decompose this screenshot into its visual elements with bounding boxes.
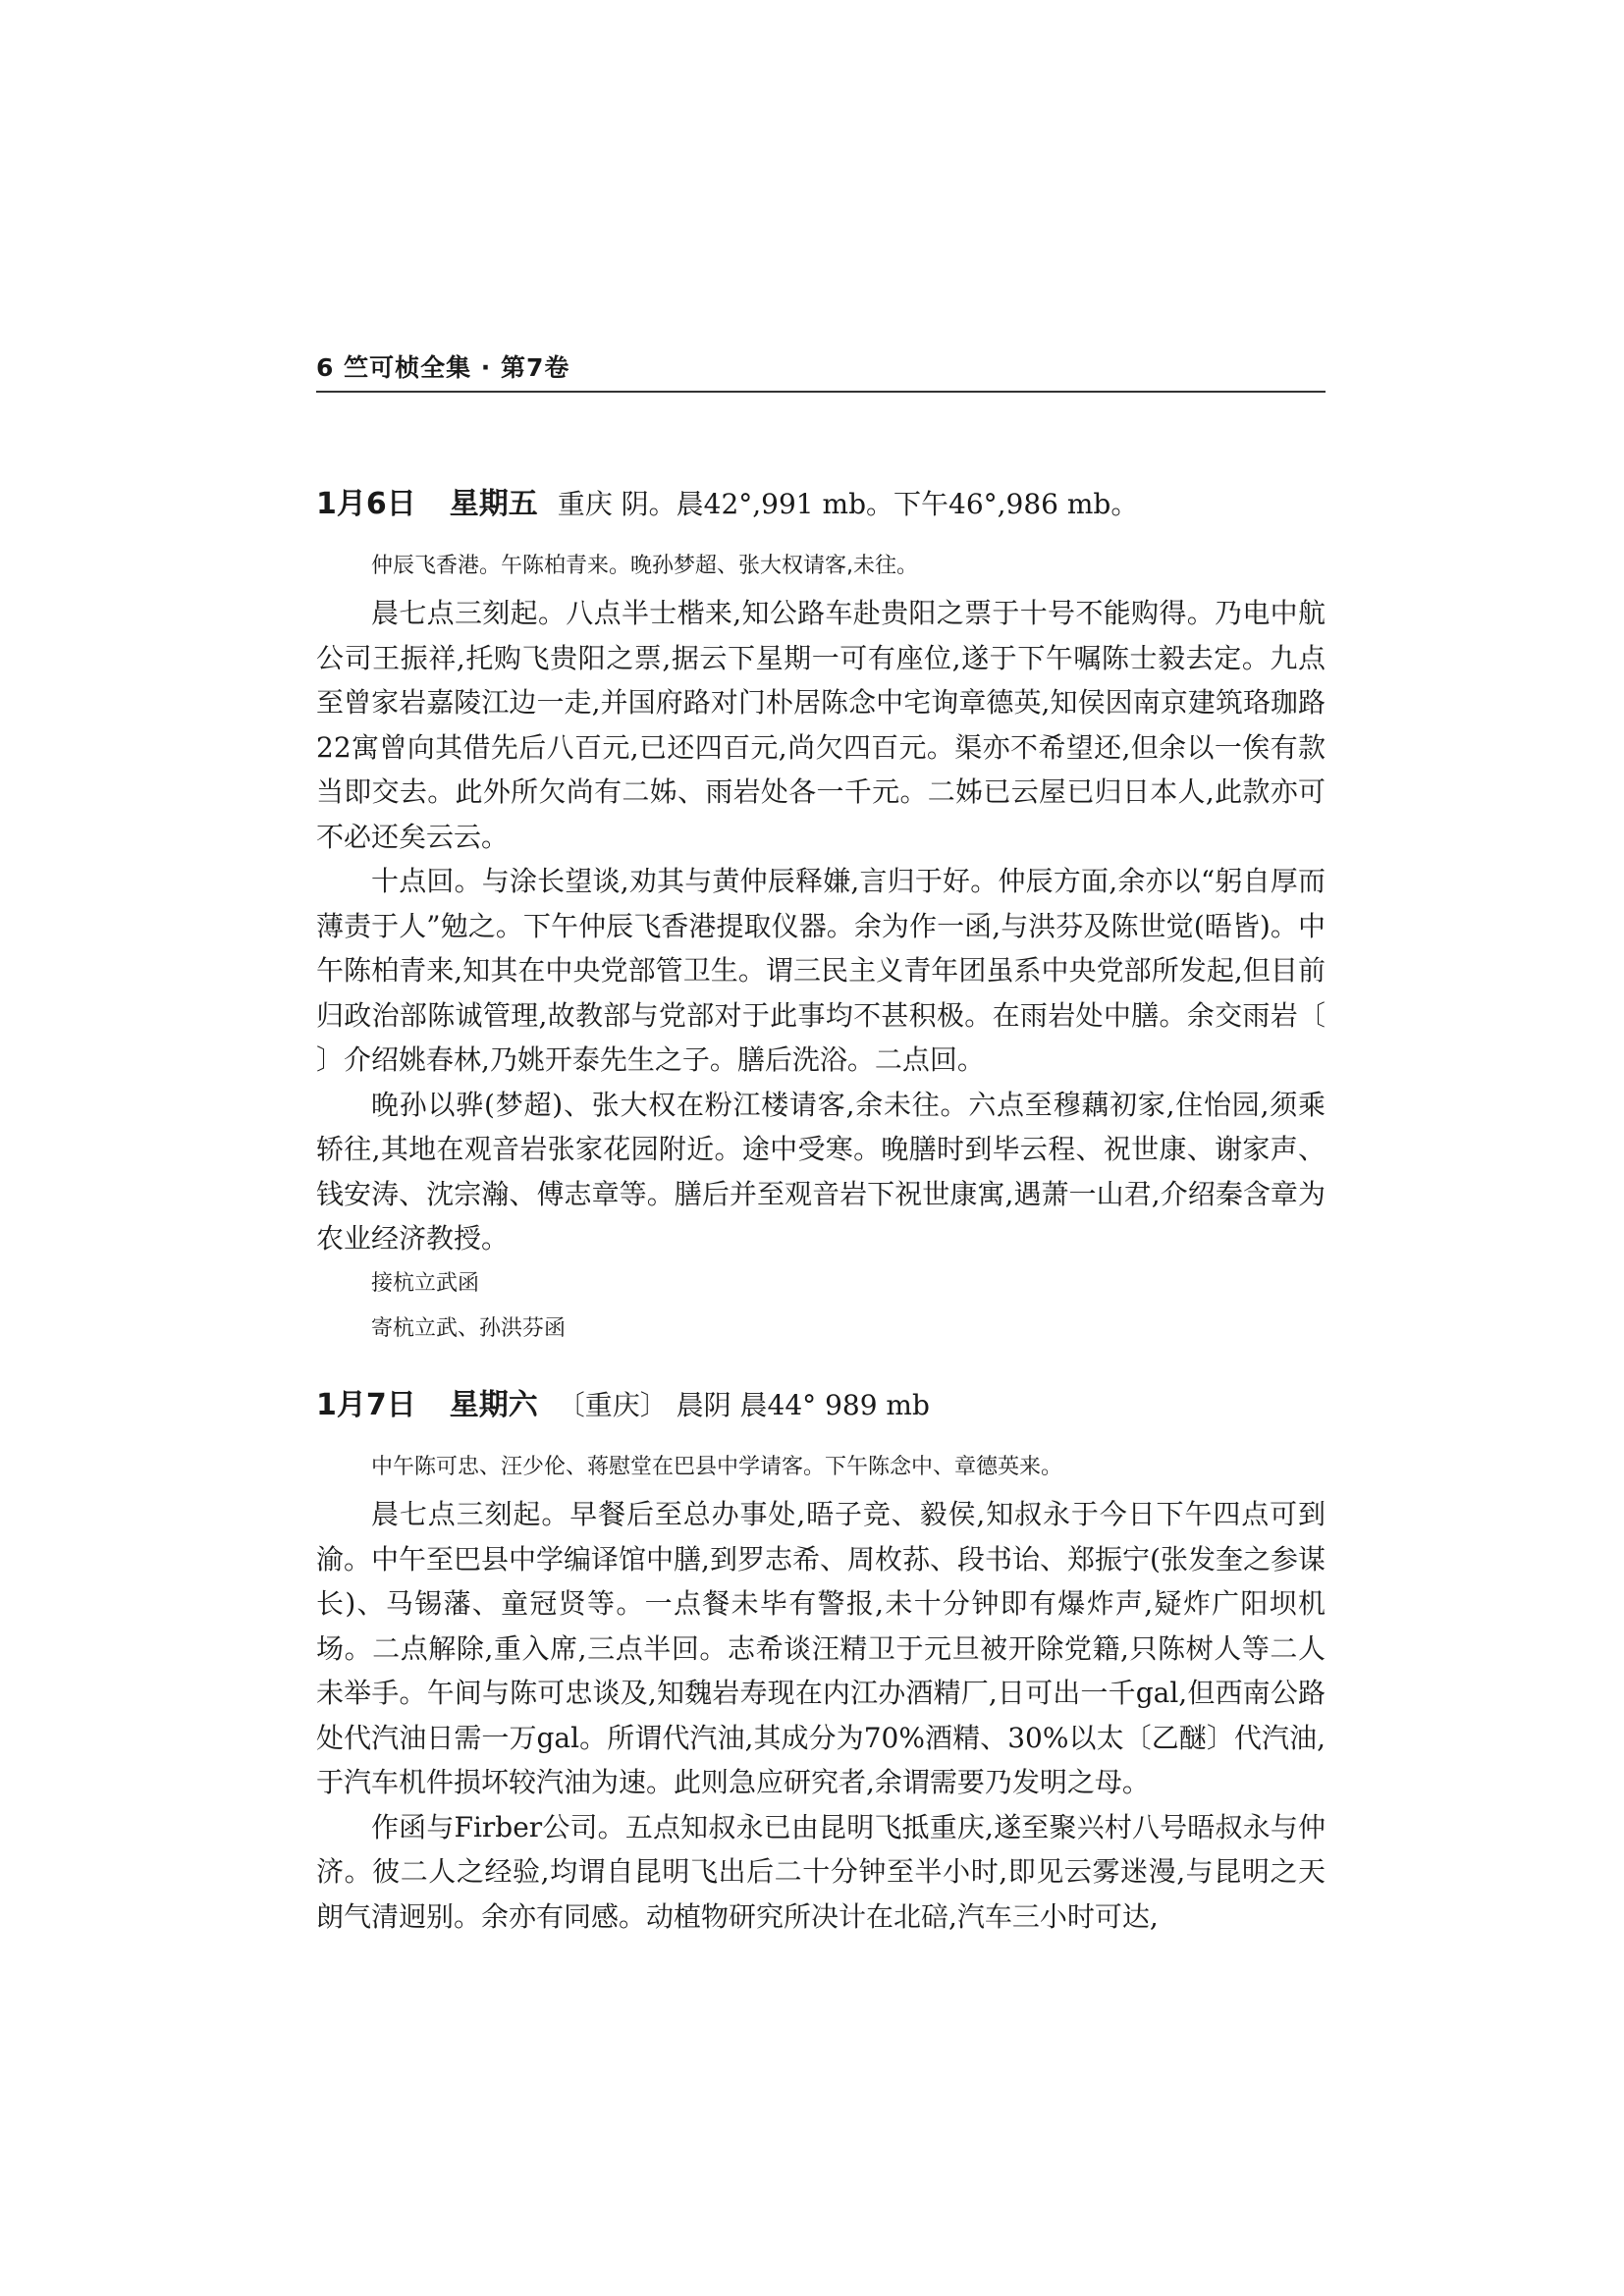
book-page [316, 0, 1326, 2296]
mail-sent: 寄杭立武、孙洪芬函 [371, 1315, 567, 1341]
entry-weekday: 星期五 [449, 487, 538, 521]
entry-weather: 重庆 阴。晨42°,991 mb。下午46°,986 mb。 [557, 488, 1139, 520]
entry-heading [316, 485, 1326, 524]
mail-received: 接杭立武函 [371, 1270, 480, 1296]
entry-weather: 〔重庆〕 晨阴 晨44° 989 mb [557, 1389, 930, 1421]
entry-paragraph: 作函与Firber公司。五点知叔永已由昆明飞抵重庆,遂至聚兴村八号晤叔永与仲济。彼二人之经验,均谓自昆明飞出后二十分钟至半小时,即见云雾迷漫,与昆明之天朗气清迥别。余亦有同感。动植物研究所决计在北碚,汽车三小时可达, [316, 1810, 1326, 1933]
entry-paragraph: 晨七点三刻起。早餐后至总办事处,晤子竞、毅侯,知叔永于今日下午四点可到渝。中午至巴县中学编译馆中膳,到罗志希、周枚荪、段书诒、郑振宁(张发奎之参谋长)、马锡藩、童冠贤等。一点餐未毕有警报,未十分钟即有爆炸声,疑炸广阳坝机场。二点解除,重入席,三点半回。志希谈汪精卫于元旦被开除党籍,只陈树人等二人未举手。午间与陈可忠谈及,知魏岩寿现在内江办酒精厂,日可出一千gal,但西南公路处代汽油日需一万gal。所谓代汽油,其成分为70%酒精、30%以太〔乙醚〕代汽油,于汽车机件损坏较汽油为速。此则急应研究者,余谓需要乃发明之母。 [316, 1498, 1326, 1798]
entry-heading [316, 1386, 1326, 1425]
entry-summary: 中午陈可忠、汪少伦、蒋慰堂在巴县中学请客。下午陈念中、章德英来。 [371, 1455, 1063, 1479]
running-head: 6 竺可桢全集 · 第7卷 [316, 346, 1326, 393]
entry-date: 1月6日 [316, 487, 416, 521]
entry-paragraph: 十点回。与涂长望谈,劝其与黄仲辰释嫌,言归于好。仲辰方面,余亦以“躬自厚而薄责于人”勉之。下午仲辰飞香港提取仪器。余为作一函,与洪芬及陈世觉(晤皆)。中午陈柏青来,知其在中央党部管卫生。谓三民主义青年团虽系中央党部所发起,但目前归政治部陈诚管理,故教部与党部对于此事均不甚积极。在雨岩处中膳。余交雨岩〔 〕介绍姚春林,乃姚开泰先生之子。膳后洗浴。二点回。 [316, 865, 1326, 1076]
entry-date: 1月7日 [316, 1388, 416, 1422]
entry-paragraph: 晨七点三刻起。八点半士楷来,知公路车赴贵阳之票于十号不能购得。乃电中航公司王振祥,托购飞贵阳之票,据云下星期一可有座位,遂于下午嘱陈士毅去定。九点至曾家岩嘉陵江边一走,并国府路对门朴居陈念中宅询章德英,知侯因南京建筑珞珈路22寓曾向其借先后八百元,已还四百元,尚欠四百元。渠亦不希望还,但余以一俟有款当即交去。此外所欠尚有二姊、雨岩处各一千元。二姊已云屋已归日本人,此款亦可不必还矣云云。 [316, 597, 1326, 853]
diary-entry [316, 485, 1326, 1352]
entry-paragraph: 晚孙以骅(梦超)、张大权在粉江楼请客,余未往。六点至穆藕初家,住怡园,须乘轿往,其地在观音岩张家花园附近。途中受寒。晚膳时到毕云程、祝世康、谢家声、钱安涛、沈宗瀚、傅志章等。膳后并至观音岩下祝世康寓,遇萧一山君,介绍秦含章为农业经济教授。 [316, 1088, 1326, 1255]
entry-summary: 仲辰飞香港。午陈柏青来。晚孙梦超、张大权请客,未往。 [371, 554, 918, 578]
entry-weekday: 星期六 [449, 1388, 538, 1422]
diary-entry [316, 1386, 1326, 1939]
